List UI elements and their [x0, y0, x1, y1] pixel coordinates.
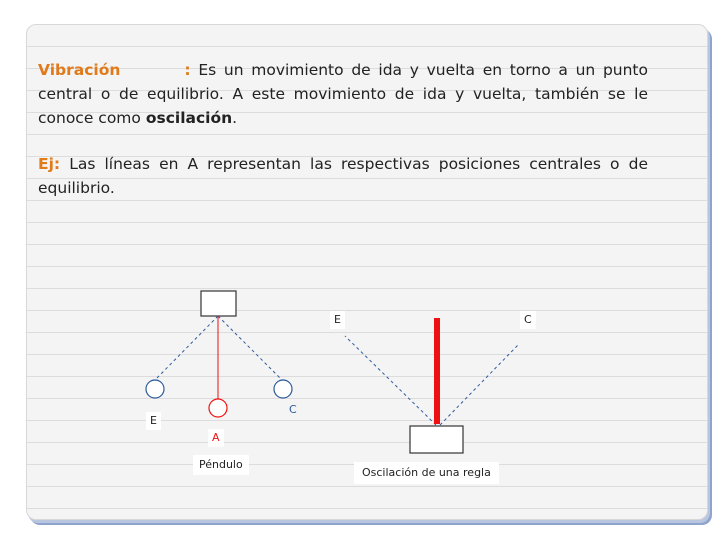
term-oscilacion: oscilación [145, 109, 233, 127]
ruler-label-c: C [520, 311, 536, 329]
pendulum-left-string [155, 316, 218, 380]
ruler-base [410, 426, 463, 453]
pendulum-label-a: A [208, 429, 224, 447]
pendulum-label-c: C [289, 403, 297, 416]
example-text: Las líneas en A representan las respectivas posiciones centrales o de equilibrio. [38, 155, 648, 197]
pendulum-pivot [201, 291, 236, 316]
ruler-right-line [440, 345, 518, 425]
pendulum-right-string [218, 316, 282, 380]
definition-end: . [232, 109, 238, 127]
pendulum-caption: Péndulo [193, 455, 249, 475]
ruler-label-e: E [330, 311, 345, 329]
term-vibracion: Vibración [38, 61, 121, 79]
ruler-left-line [345, 336, 436, 425]
definition-text: Es un movimiento de ida y vuelta en torno a un punto central o de equilibrio. A este movimiento de ida y vuelta, también se le conoce como [38, 61, 648, 127]
pendulum-bob-right [274, 380, 292, 398]
ruler-caption: Oscilación de una regla [354, 462, 499, 484]
example-label: Ej: [38, 155, 61, 173]
term-colon: : [184, 61, 191, 79]
pendulum-bob-center [209, 399, 227, 417]
pendulum-label-e: E [146, 412, 161, 430]
pendulum-bob-left [146, 380, 164, 398]
